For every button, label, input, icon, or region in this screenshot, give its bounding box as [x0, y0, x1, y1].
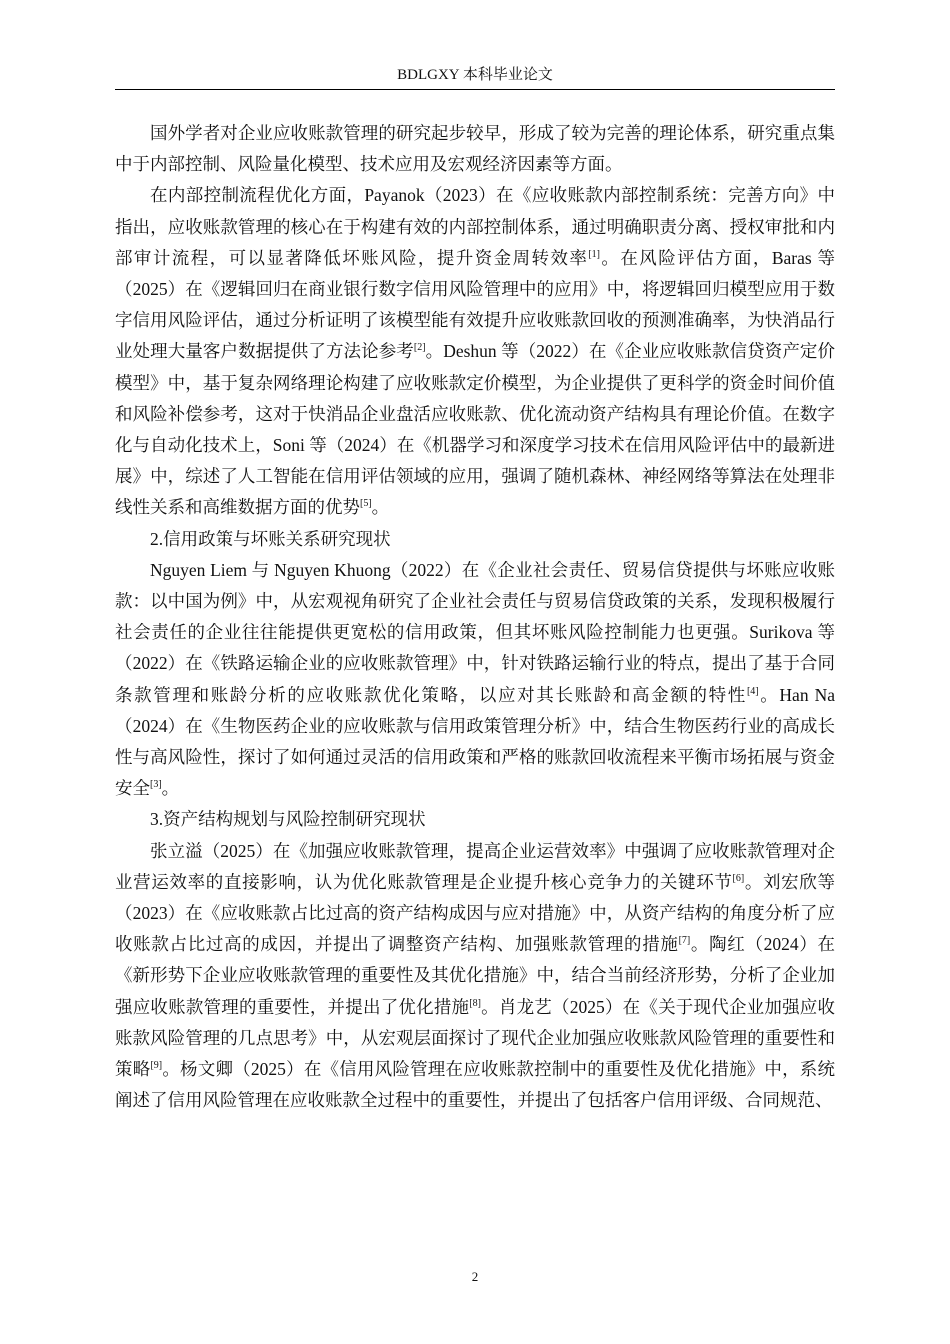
- body-text: [115, 118, 835, 1117]
- text-run: 。陶红（2024）在《新形势下企业应收账款管理的重要性及其优化措施》中，结合当前经济形势，分析了企业加强应收账款管理的重要性，并提出了优化措施: [115, 934, 836, 1017]
- text-run: Nguyen Liem 与 Nguyen Khuong（2022）在《企业社会责任、贸易信贷提供与坏账应收账款：以中国为例》中，从宏观视角研究了企业社会责任与贸易信贷政策的关系，发现积极履行社会责任的企业往往能提供更宽松的信用政策，但其坏账风险控制能力也更强。Surikova 等（2022）在《铁路运输企业的应收账款管理》中，针对铁路运输行业的特点，提出了基于合同条款管理和账龄分析的应收账款优化策略，以应对其长账龄和高金额的特性: [115, 559, 835, 705]
- text-run: 国外学者对企业应收账款管理的研究起步较早，形成了较为完善的理论体系，研究重点集中于内部控制、风险量化模型、技术应用及宏观经济因素等方面。: [115, 123, 835, 175]
- text-run: 在内部控制流程优化方面，Payanok（2023）在《应收账款内部控制系统：完善方向》中指出，应收账款管理的核心在于构建有效的内部控制体系，通过明确职责分离、授权审批和内部审计流程，可以显著降低坏账风险，提升资金周转效率: [115, 185, 835, 268]
- text-run: 。杨文卿（2025）在《信用风险管理在应收账款控制中的重要性及优化措施》中，系统阐述了信用风险管理在应收账款全过程中的重要性，并提出了包括客户信用评级、合同规范、: [115, 1059, 836, 1111]
- section-heading: [115, 524, 835, 555]
- paragraph: [115, 180, 835, 523]
- text-run: 。在风险评估方面，Baras 等（2025）在《逻辑回归在商业银行数字信用风险管理中的应用》中，将逻辑回归模型应用于数字信用风险评估，通过分析证明了该模型能有效提升应收账款回收的预测准确率，为快消品行业处理大量客户数据提供了方法论参考: [115, 247, 835, 362]
- citation-marker: [6]: [732, 872, 745, 884]
- section-heading: [115, 804, 835, 835]
- citation-marker: [7]: [678, 935, 691, 947]
- running-header: BDLGXY 本科毕业论文: [397, 67, 553, 83]
- paragraph: [115, 836, 835, 1117]
- paragraph: [115, 118, 835, 180]
- page-number: 2: [471, 1269, 479, 1284]
- text-run: 。Han Na（2024）在《生物医药企业的应收账款与信用政策管理分析》中，结合生物医药行业的高成长性与高风险性，探讨了如何通过灵活的信用政策和严格的账款回收流程来平衡市场拓展与资金安全: [115, 684, 836, 799]
- citation-marker: [5]: [360, 498, 372, 510]
- citation-marker: [4]: [746, 685, 759, 697]
- citation-marker: [3]: [150, 779, 162, 791]
- header-rule: [115, 89, 835, 90]
- citation-marker: [1]: [588, 248, 600, 260]
- citation-marker: [2]: [413, 342, 426, 354]
- text-run: 3.资产结构规划与风险控制研究现状: [150, 809, 426, 830]
- paragraph: [115, 555, 835, 805]
- text-run: 2.信用政策与坏账关系研究现状: [150, 528, 391, 549]
- text-run: 。: [161, 778, 180, 799]
- text-run: 。: [371, 497, 390, 518]
- text-run: 。刘宏欣等（2023）在《应收账款占比过高的资产结构成因与应对措施》中，从资产结构的角度分析了应收账款占比过高的成因，并提出了调整资产结构、加强账款管理的措施: [115, 871, 835, 955]
- citation-marker: [9]: [150, 1060, 163, 1072]
- citation-marker: [8]: [469, 997, 481, 1009]
- text-run: 张立溢（2025）在《加强应收账款管理，提高企业运营效率》中强调了应收账款管理对企业营运效率的直接影响，认为优化账款管理是企业提升核心竞争力的关键环节: [115, 840, 835, 892]
- text-run: 。Deshun 等（2022）在《企业应收账款信贷资产定价模型》中，基于复杂网络理论构建了应收账款定价模型，为企业提供了更科学的资金时间价值和风险补偿参考，这对于快消品企业盘活应收账款、优化流动资产结构具有理论价值。在数字化与自动化技术上，Soni 等（2024）在《机器学习和深度学习技术在信用风险评估中的最新进展》中，综述了人工智能在信用评估领域的应用，强调了随机森林、神经网络等算法在处理非线性关系和高维数据方面的优势: [115, 341, 835, 518]
- text-run: 。肖龙艺（2025）在《关于现代企业加强应收账款风险管理的几点思考》中，从宏观层面探讨了现代企业加强应收账款风险管理的重要性和策略: [115, 996, 836, 1080]
